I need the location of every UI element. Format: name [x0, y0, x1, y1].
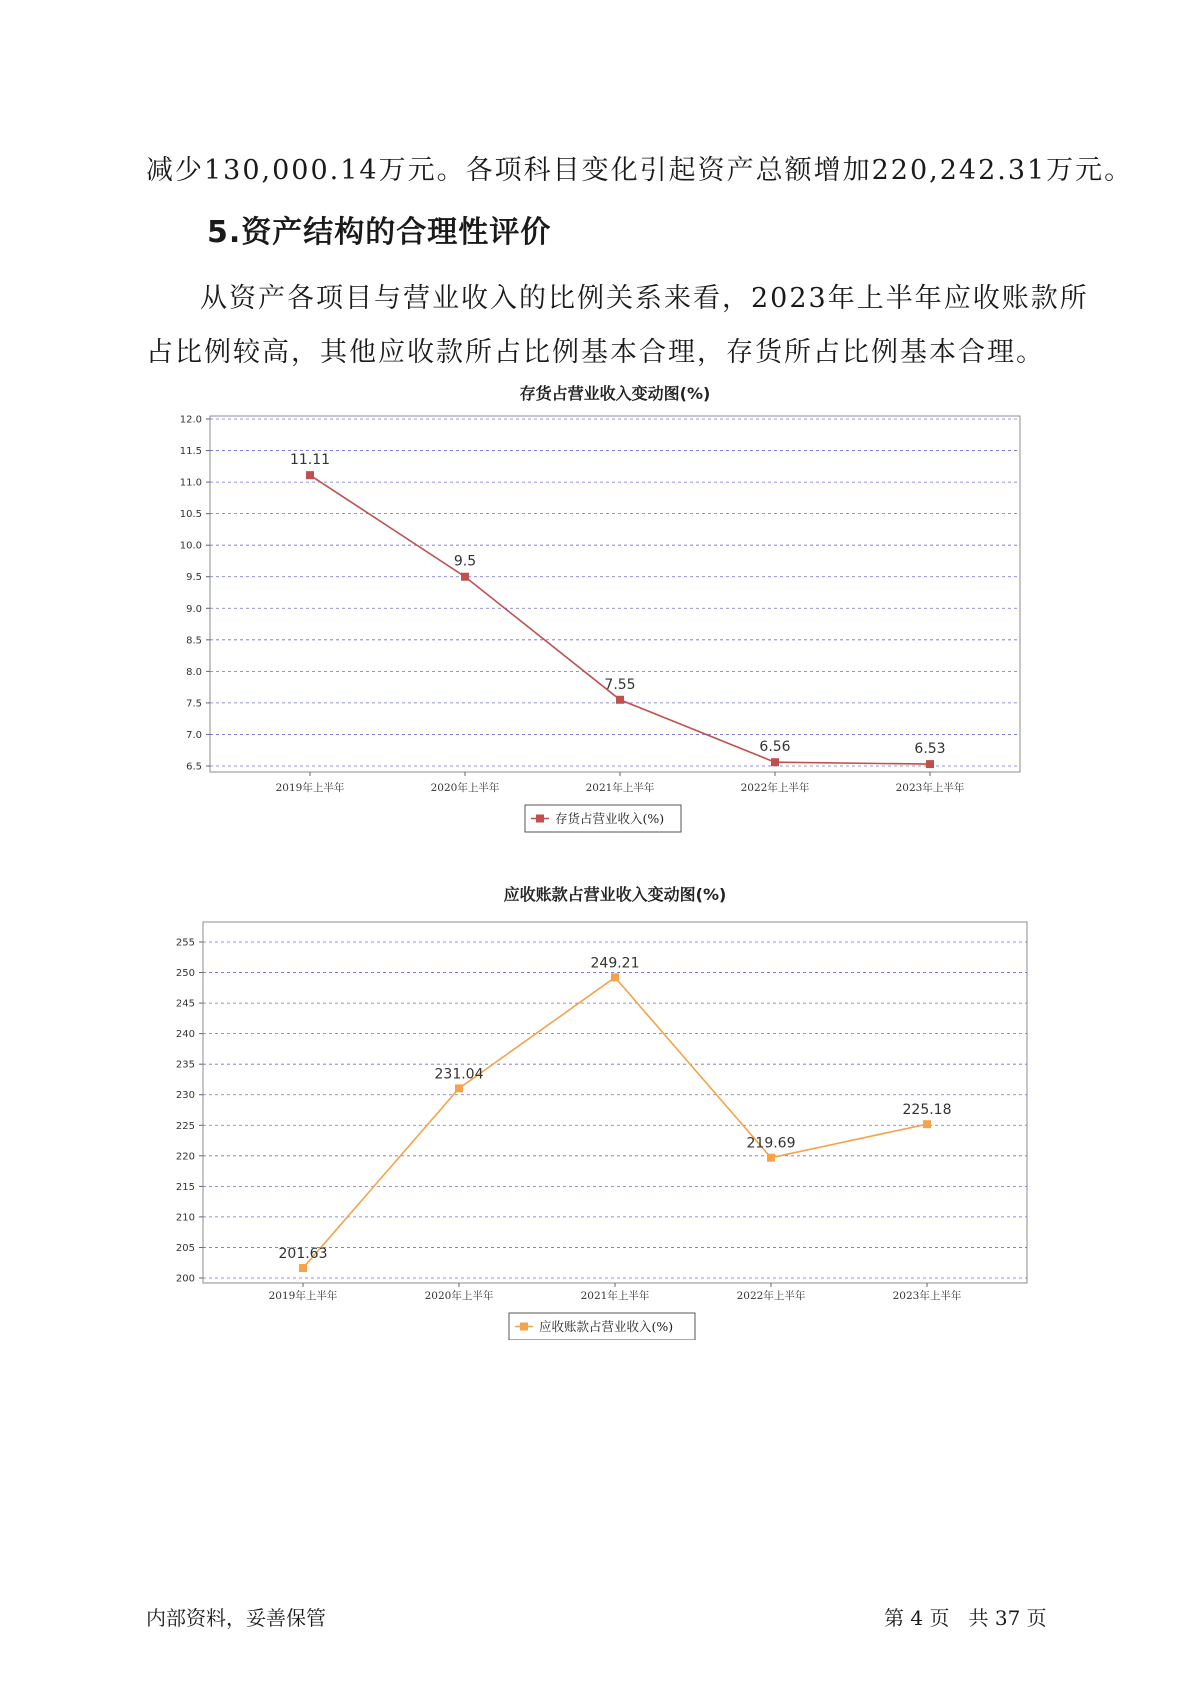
plot-area [210, 416, 1020, 772]
chart-title: 存货占营业收入变动图(%) [519, 384, 711, 403]
y-tick-label: 230 [175, 1090, 195, 1102]
y-tick-label: 9.5 [186, 572, 202, 584]
inventory-ratio-chart-svg [0, 375, 1191, 835]
data-label: 219.69 [746, 1135, 796, 1152]
y-tick-label: 11.5 [179, 446, 202, 458]
y-tick-label: 225 [175, 1120, 195, 1132]
data-point [455, 1084, 463, 1092]
x-tick-label: 2020年上半年 [430, 782, 500, 794]
paragraph-asset-structure [146, 272, 1089, 380]
x-tick-label: 2022年上半年 [740, 782, 810, 794]
y-tick-label: 8.0 [186, 666, 202, 678]
x-tick-label: 2021年上半年 [580, 1290, 650, 1302]
data-label: 6.53 [914, 741, 946, 758]
data-point [306, 471, 314, 479]
data-label: 249.21 [590, 955, 640, 972]
legend-label: 应收账款占营业收入(%) [539, 1319, 674, 1334]
data-label: 201.63 [278, 1246, 328, 1263]
x-tick-label: 2023年上半年 [892, 1290, 962, 1302]
y-tick-label: 240 [175, 1029, 195, 1041]
data-label: 9.5 [453, 553, 477, 570]
receivables-ratio-chart [0, 870, 1191, 1340]
x-tick-label: 2023年上半年 [895, 782, 965, 794]
y-tick-label: 215 [175, 1181, 195, 1193]
y-tick-label: 235 [175, 1059, 195, 1071]
legend-marker [520, 1323, 528, 1331]
y-tick-label: 245 [175, 998, 195, 1010]
x-tick-label: 2019年上半年 [275, 782, 345, 794]
data-point [461, 573, 469, 581]
y-tick-label: 250 [175, 968, 195, 980]
footer-page-number: 第 4 页 共 37 页 [884, 1606, 1047, 1630]
data-label: 231.04 [434, 1066, 484, 1083]
y-tick-label: 8.5 [186, 635, 202, 647]
data-label: 11.11 [289, 452, 331, 469]
data-point [616, 696, 624, 704]
y-tick-label: 9.0 [186, 603, 202, 615]
data-point [611, 973, 619, 981]
x-tick-label: 2020年上半年 [424, 1290, 494, 1302]
legend-marker [536, 815, 544, 823]
data-point [923, 1120, 931, 1128]
data-point [771, 758, 779, 766]
data-point [926, 760, 934, 768]
data-label: 7.55 [604, 676, 636, 693]
data-point [767, 1154, 775, 1162]
data-label: 225.18 [902, 1102, 952, 1119]
paragraph-line: 从资产各项目与营业收入的比例关系来看，2023年上半年应收账款所 [200, 283, 1089, 314]
x-tick-label: 2019年上半年 [268, 1290, 338, 1302]
y-tick-label: 6.5 [186, 761, 202, 773]
y-tick-label: 200 [175, 1273, 195, 1285]
y-tick-label: 210 [175, 1212, 195, 1224]
paragraph-asset-change: 减少130,000.14万元。各项科目变化引起资产总额增加220,242.31万元。 [146, 155, 1134, 186]
data-label: 6.56 [759, 739, 791, 756]
y-tick-label: 220 [175, 1151, 195, 1163]
legend-label: 存货占营业收入(%) [555, 811, 665, 826]
x-tick-label: 2022年上半年 [736, 1290, 806, 1302]
receivables-ratio-chart-svg [0, 870, 1191, 1340]
inventory-ratio-chart [0, 375, 1191, 835]
y-tick-label: 10.0 [179, 540, 202, 552]
paragraph-line: 占比例较高，其他应收款所占比例基本合理，存货所占比例基本合理。 [146, 337, 1045, 368]
x-tick-label: 2021年上半年 [585, 782, 655, 794]
y-tick-label: 255 [175, 937, 195, 949]
chart-title: 应收账款占营业收入变动图(%) [503, 885, 727, 904]
y-tick-label: 7.5 [186, 698, 202, 710]
y-tick-label: 10.5 [179, 509, 202, 521]
y-tick-label: 205 [175, 1242, 195, 1254]
footer-confidential: 内部资料，妥善保管 [146, 1606, 326, 1630]
y-tick-label: 7.0 [186, 729, 202, 741]
data-point [299, 1264, 307, 1272]
section-heading: 5.资产结构的合理性评价 [207, 215, 552, 250]
y-tick-label: 11.0 [179, 477, 202, 489]
y-tick-label: 12.0 [179, 414, 202, 426]
